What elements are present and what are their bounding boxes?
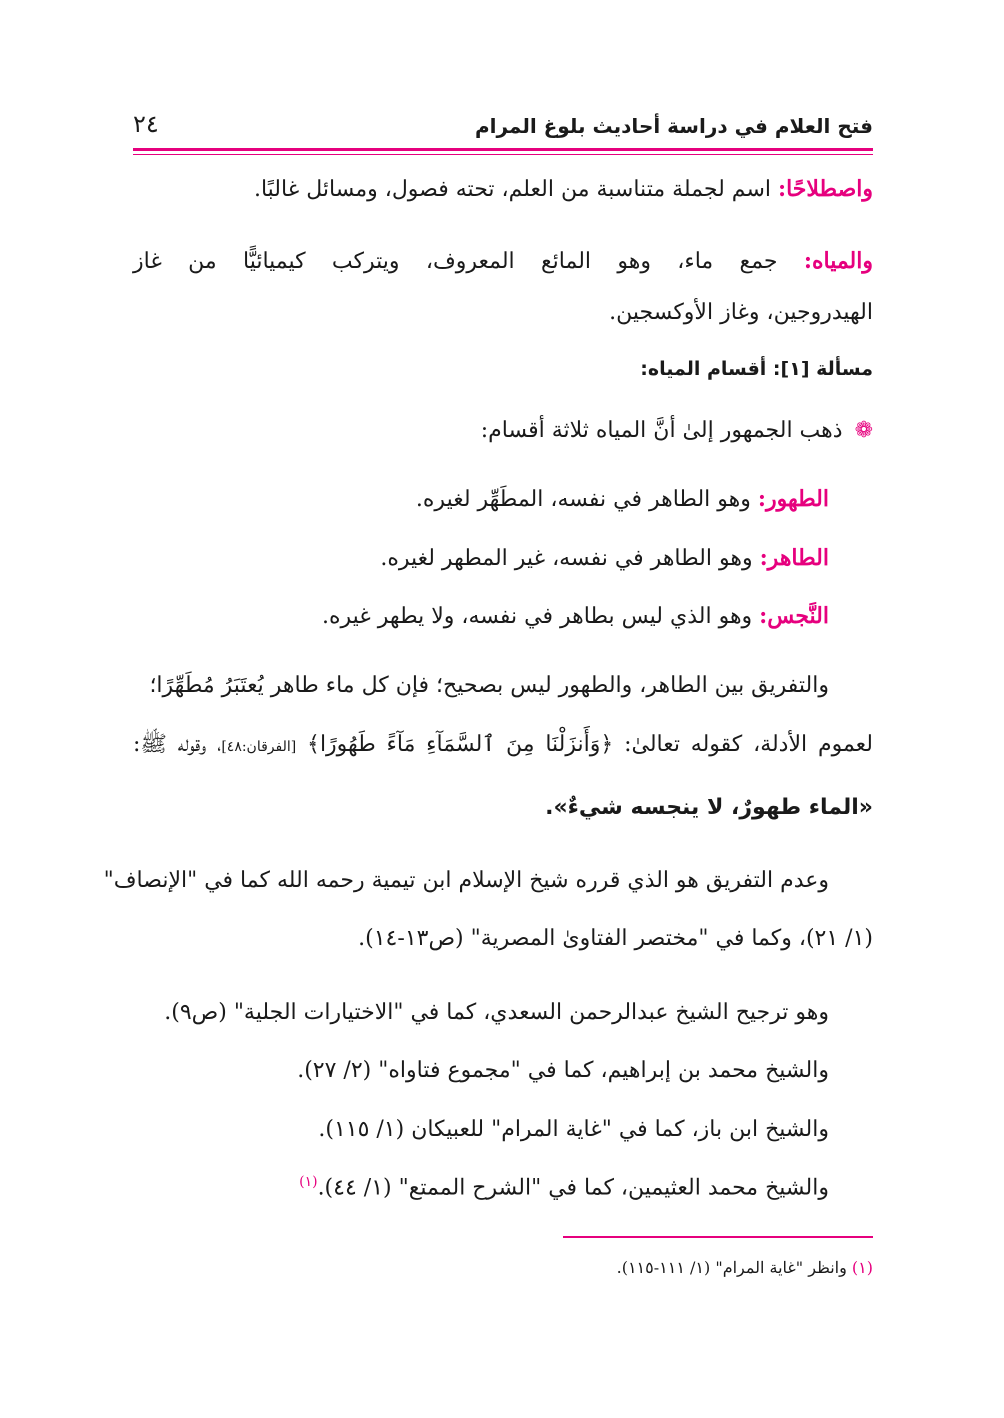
term: واصطلاحًا:: [777, 176, 873, 202]
definition-line: [254, 176, 873, 203]
header-rule-thick: [133, 148, 873, 151]
paragraph-line: وعدم التفريق هو الذي قرره شيخ الإسلام ابن تيمية رحمه الله كما في "الإنصاف": [103, 868, 829, 893]
line-text: جمع ماء، وهو المائع المعروف، ويتركب كيميائيًّا من غاز: [133, 249, 804, 274]
page-number: ٢٤: [133, 110, 159, 138]
category-line: [416, 486, 829, 513]
footnote: [617, 1258, 873, 1277]
line-text: وهو الذي ليس بطاهر في نفسه، ولا يطهر غيره.: [322, 604, 760, 629]
term: النَّجس:: [759, 603, 829, 629]
paragraph-line: الهيدروجين، وغاز الأوكسجين.: [609, 300, 873, 325]
line-text: وهو الطاهر في نفسه، غير المطهر لغيره.: [380, 546, 760, 571]
paragraph-line: [299, 1174, 829, 1202]
term: والمياه:: [803, 248, 873, 274]
line-text: ذهب الجمهور إلىٰ أنَّ المياه ثلاثة أقسام:: [480, 418, 843, 443]
line-text: اسم لجملة متناسبة من العلم، تحته فصول، ومسائل غالبًا.: [253, 177, 778, 202]
paragraph-line: (١/ ٢١)، وكما في "مختصر الفتاوىٰ المصرية" (ص١٣-١٤).: [358, 926, 873, 951]
header-rule-thin: [133, 154, 873, 155]
category-line: [322, 603, 829, 630]
paragraph-line: [133, 248, 873, 275]
line-text: وهو الطاهر في نفسه، المطَهِّر لغيره.: [415, 487, 758, 512]
flower-icon: ❁: [854, 418, 873, 443]
hadith-line: «الماء طهورٌ، لا ينجسه شيءٌ».: [545, 795, 873, 820]
line-text: ، وقوله ﷺ:: [133, 732, 222, 757]
paragraph-line: والشيخ محمد بن إبراهيم، كما في "مجموع فتاواه" (٢/ ٢٧).: [297, 1058, 829, 1083]
line-text: لعموم الأدلة، كقوله تعالىٰ: ﴿وَأَنزَلْنَا مِنَ ٱلسَّمَآءِ مَآءً طَهُورًا﴾: [296, 732, 873, 757]
paragraph-line: والشيخ ابن باز، كما في "غاية المرام" للعبيكان (١/ ١١٥).: [318, 1117, 829, 1142]
footnote-marker[interactable]: (١): [299, 1174, 318, 1190]
category-line: [380, 545, 829, 572]
footnote-number: (١): [851, 1258, 873, 1277]
quran-reference: [الفرقان:٤٨]: [221, 739, 297, 755]
footnote-text: وانظر "غاية المرام" (١/ ١١١-١١٥).: [616, 1258, 852, 1277]
paragraph-line: [133, 732, 873, 758]
bullet-line: [481, 418, 873, 444]
term: الطاهر:: [759, 545, 829, 571]
line-text: والشيخ محمد العثيمين، كما في "الشرح الممتع" (١/ ٤٤).: [317, 1175, 829, 1201]
book-title: فتح العلام في دراسة أحاديث بلوغ المرام: [474, 114, 873, 138]
paragraph-line: وهو ترجيح الشيخ عبدالرحمن السعدي، كما في "الاختيارات الجلية" (ص٩).: [164, 1000, 829, 1025]
paragraph-line: والتفريق بين الطاهر، والطهور ليس بصحيح؛ فإن كل ماء طاهر يُعتَبَرُ مُطَهِّرًا؛: [149, 673, 829, 698]
footnote-rule: [563, 1236, 873, 1238]
running-header: [133, 110, 873, 146]
term: الطهور:: [757, 486, 829, 512]
issue-heading: مسألة [١]: أقسام المياه:: [640, 358, 873, 380]
